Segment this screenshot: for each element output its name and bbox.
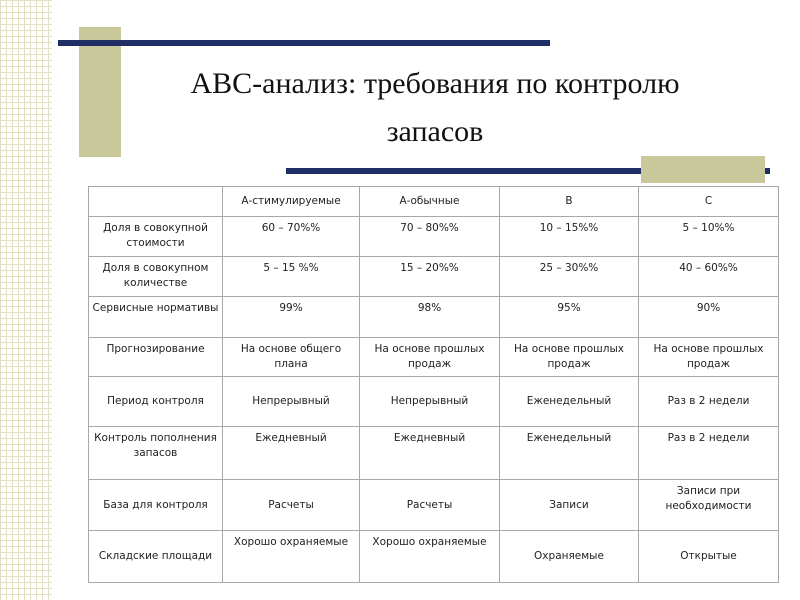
table-cell: Открытые: [639, 531, 779, 583]
table-cell: На основе прошлых продаж: [360, 338, 500, 377]
table-cell: Расчеты: [223, 480, 360, 531]
table-cell: Еженедельный: [500, 427, 639, 480]
row-label: База для контроля: [89, 480, 223, 531]
table-cell: На основе прошлых продаж: [500, 338, 639, 377]
table-header-row: [89, 187, 779, 217]
table-cell: 10 – 15%%: [500, 217, 639, 257]
table-cell: 5 – 10%%: [639, 217, 779, 257]
row-label: Сервисные нормативы: [89, 297, 223, 338]
table-row: [89, 338, 779, 377]
table-row: [89, 257, 779, 297]
table-row: [89, 427, 779, 480]
header-cell-a-regular: А-обычные: [360, 187, 500, 217]
table-cell: Раз в 2 недели: [639, 427, 779, 480]
header-cell-a-stimulated: А-стимулируемые: [223, 187, 360, 217]
table-cell: 25 – 30%%: [500, 257, 639, 297]
table-cell: 98%: [360, 297, 500, 338]
slide-title-line1: ABC-анализ: требования по контролю: [190, 67, 680, 100]
table-cell: 60 – 70%%: [223, 217, 360, 257]
table-cell: Записи при необходимости: [639, 480, 779, 531]
table-row: [89, 480, 779, 531]
row-label: Доля в совокупном количестве: [89, 257, 223, 297]
table-cell: Расчеты: [360, 480, 500, 531]
row-label: Прогнозирование: [89, 338, 223, 377]
table-cell: Раз в 2 недели: [639, 377, 779, 427]
table-cell: 90%: [639, 297, 779, 338]
table-row: [89, 217, 779, 257]
header-cell-corner: [89, 187, 223, 217]
slide-title-line2: запасов: [386, 115, 484, 148]
table-cell: 40 – 60%%: [639, 257, 779, 297]
table-cell: 95%: [500, 297, 639, 338]
navy-rule-top: [58, 40, 550, 46]
table-cell: На основе общего плана: [223, 338, 360, 377]
row-label: Доля в совокупной стоимости: [89, 217, 223, 257]
table-cell: Ежедневный: [360, 427, 500, 480]
table-cell: 15 – 20%%: [360, 257, 500, 297]
header-cell-b: В: [500, 187, 639, 217]
table-row: [89, 297, 779, 338]
checker-pattern-decoration: [0, 0, 52, 600]
table-cell: 5 – 15 %%: [223, 257, 360, 297]
table-cell: На основе прошлых продаж: [639, 338, 779, 377]
table-cell: Ежедневный: [223, 427, 360, 480]
table-cell: 99%: [223, 297, 360, 338]
table-cell: Хорошо охраняемые: [223, 531, 360, 583]
table-cell: Записи: [500, 480, 639, 531]
table-cell: 70 – 80%%: [360, 217, 500, 257]
row-label: Период контроля: [89, 377, 223, 427]
table-cell: Еженедельный: [500, 377, 639, 427]
row-label: Складские площади: [89, 531, 223, 583]
row-label: Контроль пополнения запасов: [89, 427, 223, 480]
table-cell: Непрерывный: [360, 377, 500, 427]
olive-bar-decoration-bottom: [641, 156, 765, 183]
slide-title: [110, 60, 760, 156]
table-row: [89, 377, 779, 427]
table-cell: Охраняемые: [500, 531, 639, 583]
abc-requirements-table: [88, 186, 779, 583]
table-cell: Непрерывный: [223, 377, 360, 427]
header-cell-c: С: [639, 187, 779, 217]
table-row: [89, 531, 779, 583]
table-cell: Хорошо охраняемые: [360, 531, 500, 583]
